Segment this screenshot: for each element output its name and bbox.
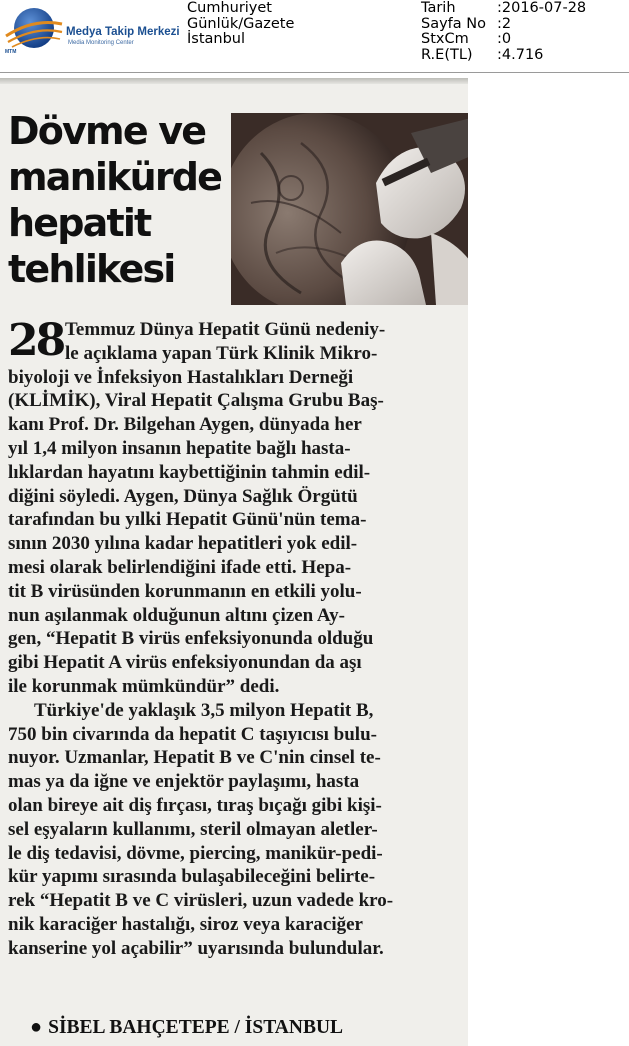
meta-key: Tarih xyxy=(421,0,456,16)
medya-takip-logo xyxy=(2,4,184,60)
body-line: le açıklama yapan Türk Klinik Mikro- xyxy=(65,342,378,364)
article-body xyxy=(8,315,456,961)
meta-key: R.E(TL) xyxy=(421,46,473,63)
body-line: biyoloji ve İnfeksiyon Hastalıkları Derneği xyxy=(8,366,354,388)
body-line: kür yapımı sırasında bulaşabileceğini belirte- xyxy=(8,866,376,888)
headline-line: hepatit xyxy=(8,201,151,245)
drop-cap: 28 xyxy=(8,315,64,366)
newspaper-clipping xyxy=(0,78,468,1046)
meta-key: Sayfa No xyxy=(421,15,486,32)
body-line: nik karaciğer hastalığı, siroz veya karaciğer xyxy=(8,913,363,935)
body-line: nun aşılanmak olduğunun altını çizen Ay- xyxy=(8,604,346,626)
logo-mark: MTM xyxy=(5,49,17,55)
body-line: sel eşyaların kullanımı, steril olmayan aletler- xyxy=(8,818,378,840)
body-line: nuyor. Uzmanlar, Hepatit B ve C'nin cinsel te- xyxy=(8,747,381,769)
body-line: tit B virüsünden korunmanın en etkili yolu- xyxy=(8,580,362,602)
publication-name: Cumhuriyet xyxy=(187,0,272,16)
byline-text: SİBEL BAHÇETEPE / İSTANBUL xyxy=(48,1017,344,1038)
meta-row-date xyxy=(421,1,586,17)
meta-value: :2 xyxy=(497,15,512,32)
tattoo-photo xyxy=(231,113,468,305)
meta-row-page xyxy=(421,17,586,33)
body-line: kanserine yol açabilir” uyarısında bulundular. xyxy=(8,937,384,959)
header-bar xyxy=(0,0,629,73)
body-line: ile korunmak mümkündür” dedi. xyxy=(8,675,280,697)
meta-value: :2016-07-28 xyxy=(497,0,587,16)
body-line: le diş tedavisi, dövme, piercing, manikür-pedi- xyxy=(8,842,383,864)
body-line: sının 2030 yılına kadar hepatitleri yok edil- xyxy=(8,533,358,555)
logo-subtitle: Media Monitoring Center xyxy=(68,40,134,46)
body-line: Temmuz Dünya Hepatit Günü nedeniy- xyxy=(65,319,386,340)
body-line: mas ya da iğne ve enjektör paylaşımı, hasta xyxy=(8,771,360,793)
meta-key: StxCm xyxy=(421,31,469,47)
article-byline xyxy=(30,1016,343,1039)
meta-value: :4.716 xyxy=(497,46,544,63)
body-line: kanı Prof. Dr. Bilgehan Aygen, dünyada her xyxy=(8,414,362,436)
body-line: olan bireye ait diş fırçası, tıraş bıçağı gibi kişi- xyxy=(8,794,382,816)
body-line: rek “Hepatit B ve C virüsleri, uzun vadede kro- xyxy=(8,890,394,912)
body-line: 750 bin civarında da hepatit C taşıyıcısı bulu- xyxy=(8,723,377,745)
body-line: diğini söyledi. Aygen, Dünya Sağlık Örgütü xyxy=(8,485,358,507)
body-line: yıl 1,4 milyon insanın hepatite bağlı hasta- xyxy=(8,437,351,459)
headline-line: Dövme ve xyxy=(8,109,206,153)
body-line: (KLİMİK), Viral Hepatit Çalışma Grubu Baş- xyxy=(8,390,384,412)
meta-row-ad-value xyxy=(421,48,586,64)
publication-city: İstanbul xyxy=(187,31,246,47)
tattoo-photo-image xyxy=(231,113,468,305)
publication-type: Günlük/Gazete xyxy=(187,15,295,32)
clipping-meta xyxy=(421,1,586,63)
body-line: gen, “Hepatit B virüs enfeksiyonunda olduğu xyxy=(8,628,374,650)
headline-line: manikürde xyxy=(8,155,222,199)
body-line: Türkiye'de yaklaşık 3,5 milyon Hepatit B, xyxy=(34,699,374,721)
body-line: tarafından bu yılki Hepatit Günü'nün tema- xyxy=(8,509,367,531)
body-line: mesi olarak belirlendiğini ifade etti. Hepa- xyxy=(8,556,352,578)
source-info xyxy=(187,1,294,48)
article-headline xyxy=(8,108,221,292)
meta-row-stxcm xyxy=(421,32,586,48)
body-line: lıklardan hayatını kaybettiğinin tahmin edil- xyxy=(8,461,371,483)
headline-line: tehlikesi xyxy=(8,247,175,291)
clipping-top-edge xyxy=(0,78,468,84)
meta-value: :0 xyxy=(497,31,512,47)
body-line: gibi Hepatit A virüs enfeksiyonundan da aşı xyxy=(8,652,362,674)
bullet-icon: ● xyxy=(30,1016,43,1038)
logo-title: Medya Takip Merkezi xyxy=(66,26,180,38)
